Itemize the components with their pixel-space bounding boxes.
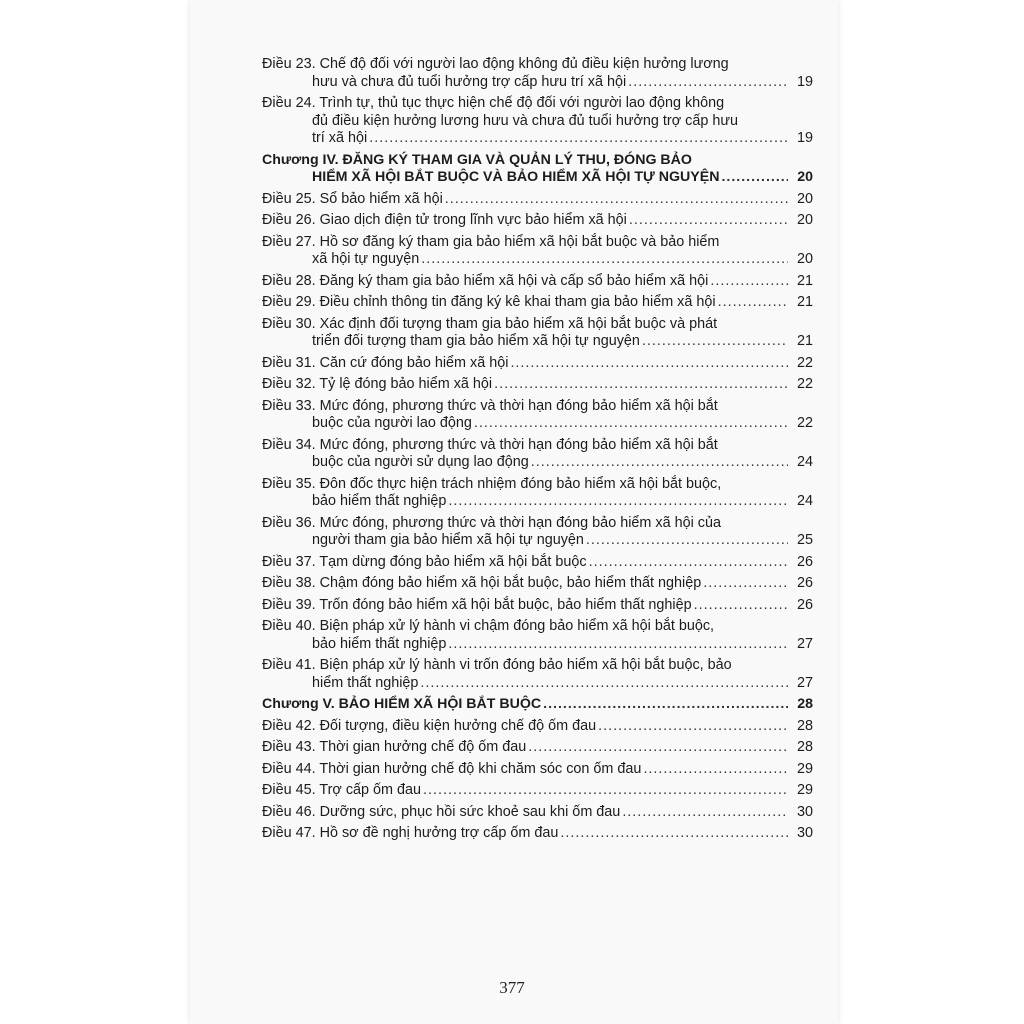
toc-entry-final-line	[262, 532, 813, 550]
toc-entry-line: Điều 32. Tỷ lệ đóng bảo hiểm xã hội	[262, 376, 493, 392]
toc-entry-final-line	[262, 191, 813, 209]
toc-entry-line: Điều 43. Thời gian hưởng chế độ ốm đau	[262, 739, 527, 755]
toc-entry-final-line	[262, 355, 813, 373]
toc-page-number: 21	[796, 294, 813, 310]
toc-entry-final-line	[262, 597, 813, 615]
toc-article-entry	[262, 191, 813, 209]
toc-page-number: 22	[796, 354, 813, 371]
toc-page-number: 21	[796, 333, 813, 349]
toc-entry-line: đủ điều kiện hưởng lương hưu và chưa đủ tuổi hưởng trợ cấp hưu	[312, 112, 738, 129]
toc-page-number: 19	[796, 130, 813, 146]
toc-article-entry	[262, 554, 813, 572]
toc-entry-line: Điều 44. Thời gian hưởng chế độ khi chăm sóc con ốm đau	[262, 760, 642, 777]
dot-leader	[598, 718, 788, 736]
toc-article-entry	[262, 718, 813, 736]
dot-leader	[643, 761, 788, 779]
toc-entry-final-line	[262, 696, 813, 714]
toc-chapter-entry	[262, 152, 813, 187]
dot-leader	[369, 130, 788, 148]
toc-entry-final-line	[262, 251, 813, 269]
toc-chapter-entry	[262, 696, 813, 714]
toc-entry-line: buộc của người sử dụng lao động	[312, 454, 529, 470]
toc-entry-final-line	[262, 804, 813, 822]
dot-leader	[718, 294, 788, 312]
toc-article-entry	[262, 376, 813, 394]
dot-leader	[543, 696, 788, 714]
dot-leader	[448, 636, 788, 654]
dot-leader	[721, 169, 788, 187]
toc-page-number: 26	[796, 575, 813, 591]
dot-leader	[586, 532, 788, 550]
toc-entry-line: HIỂM XÃ HỘI BẮT BUỘC VÀ BẢO HIỂM XÃ HỘI TỰ NGUYỆN	[312, 169, 720, 185]
toc-entry-line: Điều 33. Mức đóng, phương thức và thời hạn đóng bảo hiểm xã hội bắt	[262, 397, 718, 414]
toc-article-entry	[262, 273, 813, 291]
toc-entry-line: Điều 28. Đăng ký tham gia bảo hiểm xã hội và cấp sổ bảo hiểm xã hội	[262, 272, 709, 289]
toc-article-entry	[262, 515, 813, 550]
toc-entry-final-line	[262, 739, 813, 757]
dot-leader	[710, 273, 788, 291]
toc-entry-line: hiểm thất nghiệp	[312, 674, 419, 691]
toc-entry-final-line	[262, 294, 813, 312]
toc-entry-line: Điều 40. Biện pháp xử lý hành vi chậm đóng bảo hiểm xã hội bắt buộc,	[262, 618, 715, 634]
dot-leader	[474, 415, 788, 433]
dot-leader	[528, 739, 788, 757]
dot-leader	[531, 454, 788, 472]
toc-article-entry	[262, 575, 813, 593]
toc-page-number: 24	[796, 454, 813, 470]
toc-article-entry	[262, 825, 813, 843]
toc-entry-final-line	[262, 554, 813, 572]
toc-page-number: 22	[796, 376, 813, 392]
dot-leader	[694, 597, 788, 615]
toc-page-number: 21	[796, 272, 813, 289]
toc-entry-line: Điều 30. Xác định đối tượng tham gia bảo hiểm xã hội bắt buộc và phát	[262, 315, 718, 332]
toc-entry-line: Điều 23. Chế độ đối với người lao động không đủ điều kiện hưởng lương	[262, 56, 729, 72]
page-number: 377	[499, 978, 525, 997]
toc-entry-final-line	[262, 493, 813, 511]
toc-article-entry	[262, 234, 813, 269]
toc-page-number: 28	[796, 717, 813, 734]
toc-entry-line: Chương IV. ĐĂNG KÝ THAM GIA VÀ QUẢN LÝ THU, ĐÓNG BẢO	[262, 151, 692, 168]
dot-leader	[421, 251, 788, 269]
toc-entry-line: Điều 41. Biện pháp xử lý hành vi trốn đóng bảo hiểm xã hội bắt buộc, bảo	[262, 657, 732, 673]
toc-article-entry	[262, 618, 813, 653]
toc-page-number: 20	[796, 190, 813, 207]
toc-entry-final-line	[262, 454, 813, 472]
toc-article-entry	[262, 398, 813, 433]
toc-page-number: 26	[796, 596, 813, 613]
toc-entry-line: Điều 45. Trợ cấp ốm đau	[262, 782, 422, 798]
toc-article-entry	[262, 739, 813, 757]
toc-article-entry	[262, 804, 813, 822]
toc-entry-final-line	[262, 212, 813, 230]
toc-page-number: 30	[796, 825, 813, 841]
toc-entry-line: Điều 39. Trốn đóng bảo hiểm xã hội bắt buộc, bảo hiểm thất nghiệp	[262, 596, 692, 613]
toc-entry-line: Điều 42. Đối tượng, điều kiện hưởng chế độ ốm đau	[262, 717, 597, 734]
toc-article-entry	[262, 597, 813, 615]
toc-page-number: 20	[797, 169, 813, 185]
toc-page-number: 27	[796, 674, 813, 691]
toc-entry-final-line	[262, 74, 813, 92]
dot-leader	[420, 675, 788, 693]
toc-entry-final-line	[262, 782, 813, 800]
toc-entry-line: bảo hiểm thất nghiệp	[312, 493, 447, 509]
toc-entry-line: người tham gia bảo hiểm xã hội tự nguyện	[312, 532, 584, 548]
toc-entry-line: Điều 37. Tạm dừng đóng bảo hiểm xã hội bắt buộc	[262, 553, 587, 570]
toc-article-entry	[262, 476, 813, 511]
toc-article-entry	[262, 95, 813, 148]
toc-page-number: 26	[796, 553, 813, 570]
toc-page-number: 25	[796, 532, 813, 548]
toc-entry-line: Điều 38. Chậm đóng bảo hiểm xã hội bắt buộc, bảo hiểm thất nghiệp	[262, 575, 702, 591]
toc-article-entry	[262, 782, 813, 800]
dot-leader	[628, 74, 788, 92]
dot-leader	[510, 355, 788, 373]
toc-entry-line: Điều 31. Căn cứ đóng bảo hiểm xã hội	[262, 354, 509, 371]
toc-entry-final-line	[262, 273, 813, 291]
dot-leader	[423, 782, 788, 800]
toc-page-number: 24	[796, 493, 813, 509]
toc-page-number: 20	[796, 212, 813, 228]
toc-entry-final-line	[262, 636, 813, 654]
toc-article-entry	[262, 212, 813, 230]
toc-entry-line: Điều 34. Mức đóng, phương thức và thời hạn đóng bảo hiểm xã hội bắt	[262, 436, 718, 453]
toc-entry-final-line	[262, 333, 813, 351]
toc-entry-line: trí xã hội	[312, 130, 368, 146]
dot-leader	[629, 212, 788, 230]
toc-entry-line: Điều 46. Dưỡng sức, phục hồi sức khoẻ sau khi ốm đau	[262, 803, 621, 820]
toc-entry-final-line	[262, 675, 813, 693]
toc-entry-line: triển đối tượng tham gia bảo hiểm xã hội tự nguyện	[312, 333, 640, 349]
toc-entry-final-line	[262, 169, 813, 187]
dot-leader	[560, 825, 788, 843]
toc-entry-line: Điều 27. Hồ sơ đăng ký tham gia bảo hiểm xã hội bắt buộc và bảo hiểm	[262, 233, 720, 250]
toc-entry-line: xã hội tự nguyện	[312, 251, 420, 267]
toc-article-entry	[262, 437, 813, 472]
dot-leader	[494, 376, 788, 394]
dot-leader	[445, 191, 788, 209]
toc-page-number: 29	[796, 782, 813, 798]
toc-entry-final-line	[262, 415, 813, 433]
toc-entry-final-line	[262, 130, 813, 148]
toc-entry-line: Điều 36. Mức đóng, phương thức và thời hạn đóng bảo hiểm xã hội của	[262, 514, 721, 531]
toc-entry-final-line	[262, 825, 813, 843]
toc-page-number: 28	[796, 739, 813, 755]
toc-article-entry	[262, 657, 813, 692]
dot-leader	[703, 575, 788, 593]
toc-page-number: 28	[797, 696, 813, 712]
toc-entry-line: Điều 26. Giao dịch điện tử trong lĩnh vực bảo hiểm xã hội	[262, 212, 627, 228]
toc-entry-line: hưu và chưa đủ tuổi hưởng trợ cấp hưu trí xã hội	[312, 73, 627, 90]
toc-article-entry	[262, 761, 813, 779]
table-of-contents	[262, 56, 813, 847]
dot-leader	[589, 554, 788, 572]
toc-article-entry	[262, 294, 813, 312]
toc-entry-final-line	[262, 718, 813, 736]
toc-entry-final-line	[262, 761, 813, 779]
toc-entry-line: Điều 47. Hồ sơ đề nghị hưởng trợ cấp ốm đau	[262, 825, 559, 841]
toc-entry-line: buộc của người lao động	[312, 415, 472, 431]
toc-article-entry	[262, 355, 813, 373]
dot-leader	[622, 804, 788, 822]
toc-page-number: 27	[796, 635, 813, 652]
toc-page-number: 29	[796, 760, 813, 777]
toc-page-number: 30	[796, 803, 813, 820]
toc-entry-line: Điều 29. Điều chỉnh thông tin đăng ký kê khai tham gia bảo hiểm xã hội	[262, 294, 716, 310]
toc-page-number: 22	[796, 415, 813, 431]
toc-entry-line: Điều 24. Trình tự, thủ tục thực hiện chế độ đối với người lao động không	[262, 95, 725, 111]
toc-page-number: 19	[796, 73, 813, 90]
toc-page-number: 20	[796, 251, 813, 267]
toc-entry-line: bảo hiểm thất nghiệp	[312, 635, 447, 652]
toc-entry-final-line	[262, 376, 813, 394]
toc-article-entry	[262, 316, 813, 351]
toc-entry-line: Điều 25. Sổ bảo hiểm xã hội	[262, 190, 443, 207]
toc-entry-line: Chương V. BẢO HIỂM XÃ HỘI BẮT BUỘC	[262, 696, 542, 712]
toc-article-entry	[262, 56, 813, 91]
dot-leader	[642, 333, 788, 351]
toc-entry-line: Điều 35. Đôn đốc thực hiện trách nhiệm đóng bảo hiểm xã hội bắt buộc,	[262, 475, 722, 492]
toc-entry-final-line	[262, 575, 813, 593]
dot-leader	[448, 493, 788, 511]
